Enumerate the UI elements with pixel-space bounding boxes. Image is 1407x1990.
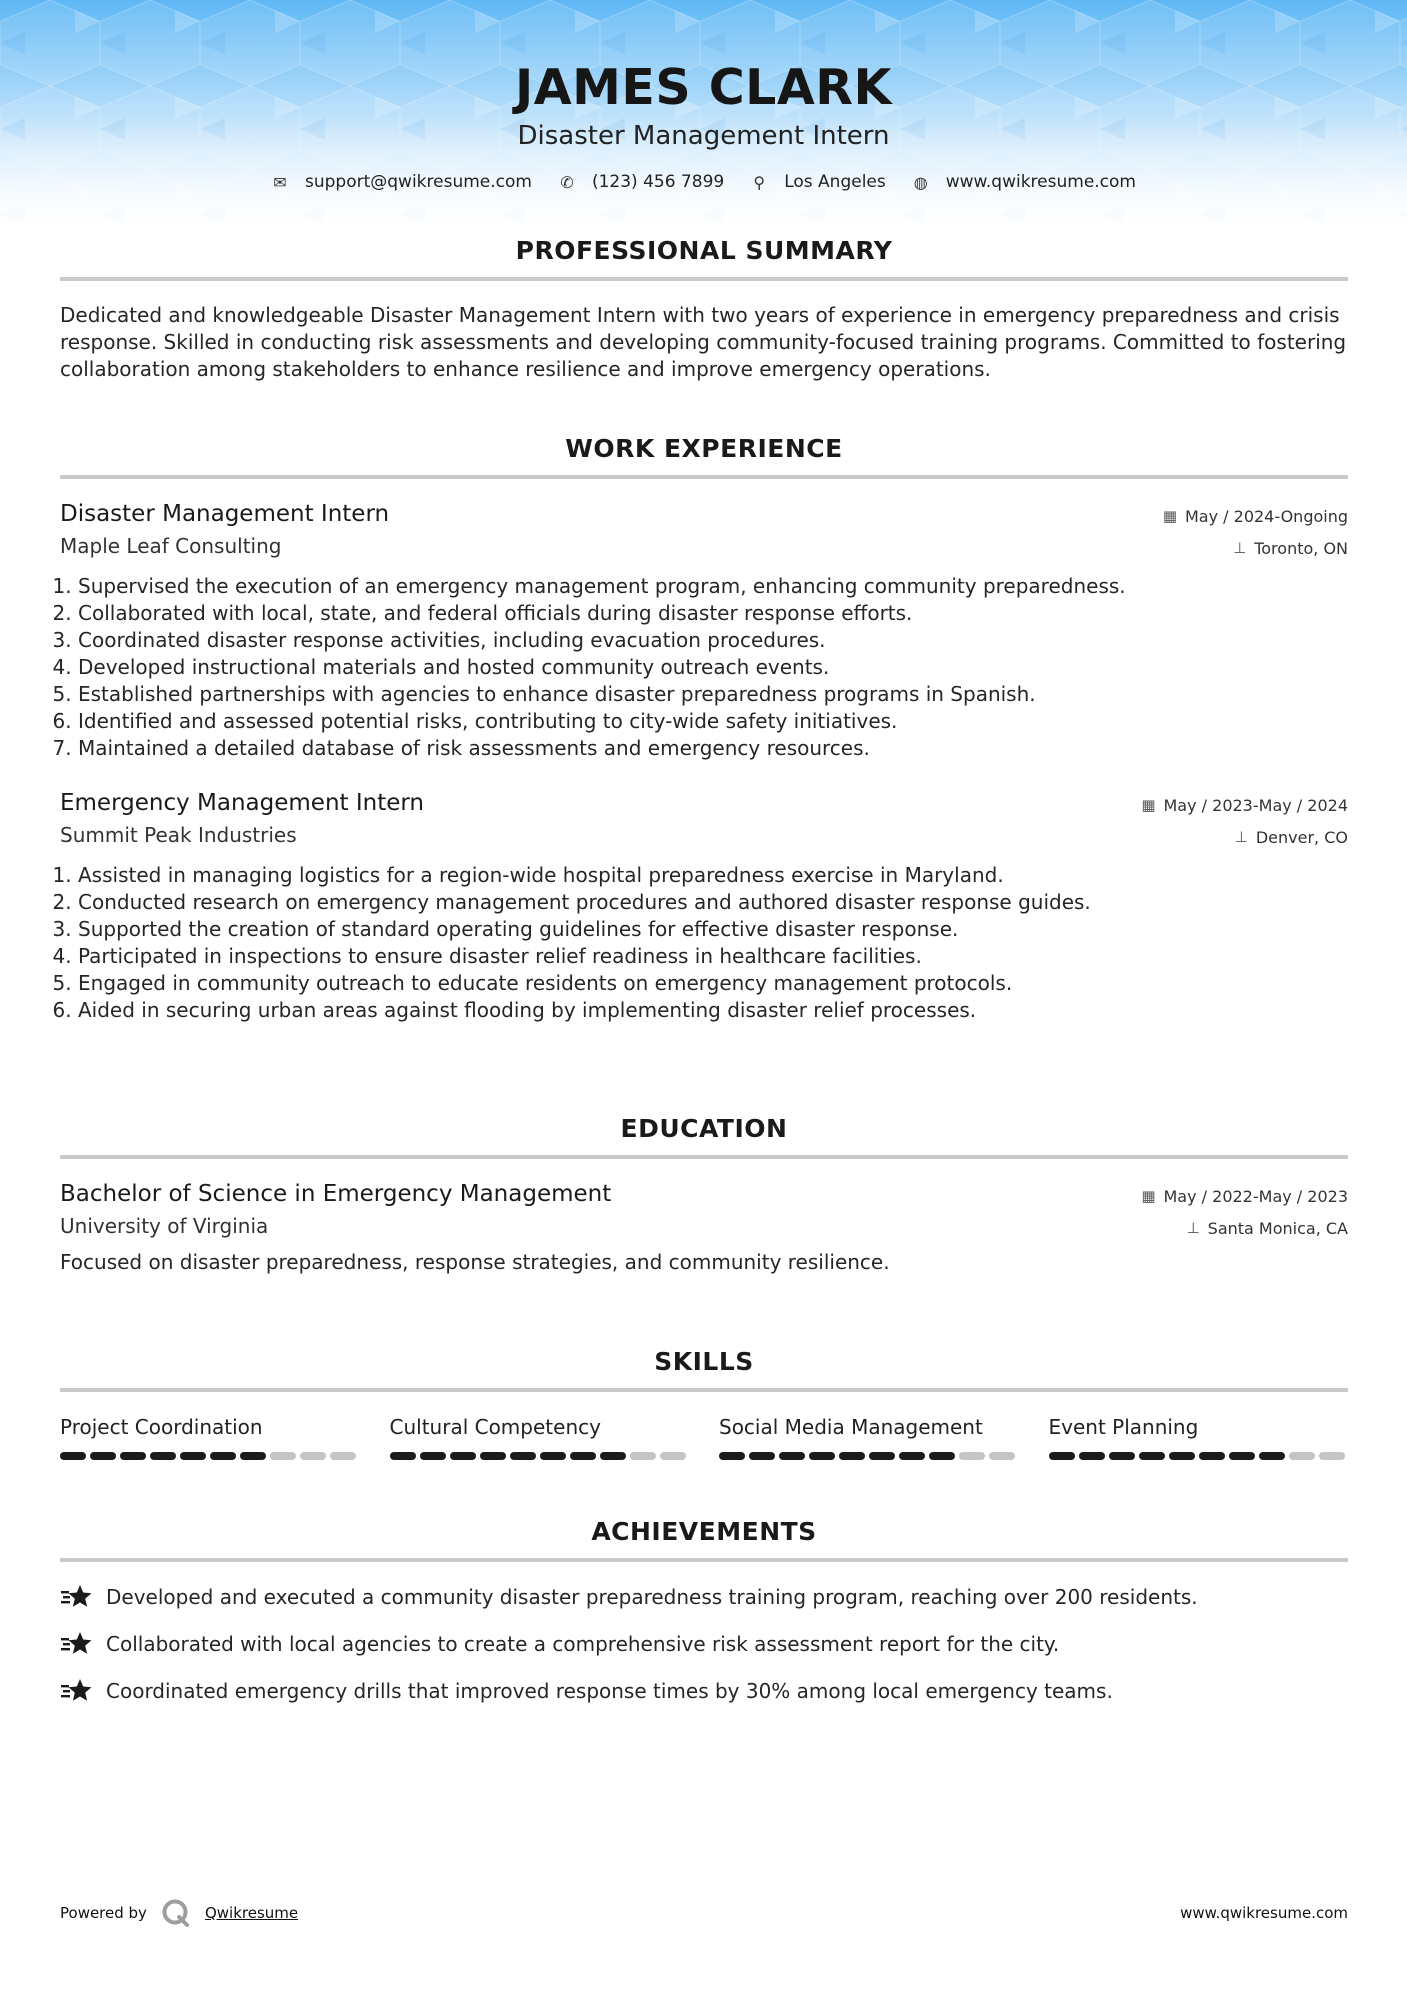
achievements-heading: ACHIEVEMENTS xyxy=(60,1517,1348,1562)
skill-segment-filled xyxy=(570,1452,596,1460)
skill-segment-filled xyxy=(1199,1452,1225,1460)
footer xyxy=(60,1898,1348,1928)
duty-item: 3. Coordinated disaster response activities, including evacuation procedures. xyxy=(78,627,1348,654)
job-dates xyxy=(1163,507,1348,526)
skill-segment-filled xyxy=(150,1452,176,1460)
job-entry xyxy=(60,499,1348,762)
achievements-section xyxy=(60,1517,1348,1723)
skill-segment-filled xyxy=(540,1452,566,1460)
skill-name: Social Media Management xyxy=(719,1415,983,1439)
skill-level-bar xyxy=(1049,1452,1349,1460)
skill-segment-filled xyxy=(510,1452,536,1460)
skill-segment-empty xyxy=(959,1452,985,1460)
skill-level-bar xyxy=(719,1452,1019,1460)
skill-segment-empty xyxy=(989,1452,1015,1460)
qwikresume-logo-icon xyxy=(161,1898,191,1928)
education-entry xyxy=(60,1179,1348,1277)
skill-segment-filled xyxy=(1169,1452,1195,1460)
contact-website[interactable] xyxy=(912,172,1136,192)
skill-segment-filled xyxy=(1259,1452,1285,1460)
contact-phone[interactable] xyxy=(558,172,724,192)
achievement-item xyxy=(60,1676,1348,1706)
skill-segment-filled xyxy=(899,1452,925,1460)
job-company: Maple Leaf Consulting xyxy=(60,534,282,558)
achievement-text: Developed and executed a community disaster preparedness training program, reaching over 200 residents. xyxy=(106,1584,1198,1609)
skill-segment-filled xyxy=(120,1452,146,1460)
pushpin-icon: ⊥ xyxy=(1234,828,1248,846)
skill-segment-filled xyxy=(869,1452,895,1460)
summary-heading: PROFESSIONAL SUMMARY xyxy=(60,236,1348,281)
duty-item: 5. Established partnerships with agencies to enhance disaster preparedness programs in Spanish. xyxy=(78,681,1348,708)
job-company: Summit Peak Industries xyxy=(60,823,297,847)
duty-item: 2. Collaborated with local, state, and federal officials during disaster response efforts. xyxy=(78,600,1348,627)
skill-name: Event Planning xyxy=(1048,1415,1199,1439)
job-entry xyxy=(60,788,1348,1024)
job-location xyxy=(1233,539,1348,558)
education-description: Focused on disaster preparedness, response strategies, and community resilience. xyxy=(60,1250,890,1274)
resume-header xyxy=(0,0,1407,192)
skill-segment-filled xyxy=(749,1452,775,1460)
job-dates-text: May / 2024-Ongoing xyxy=(1185,506,1348,526)
achievements-list xyxy=(60,1582,1348,1706)
website-text: www.qwikresume.com xyxy=(945,172,1136,192)
location-text: Los Angeles xyxy=(784,172,886,192)
job-duties xyxy=(60,573,1348,762)
job-duties xyxy=(60,862,1348,1024)
degree-title: Bachelor of Science in Emergency Management xyxy=(60,1181,612,1207)
summary-section xyxy=(60,236,1348,383)
powered-by-label: Powered by xyxy=(60,1904,147,1922)
phone-text: (123) 456 7899 xyxy=(591,172,725,192)
skill-segment-empty xyxy=(660,1452,686,1460)
pushpin-icon: ⊥ xyxy=(1186,1219,1200,1237)
achievement-item xyxy=(60,1629,1348,1659)
duty-item: 5. Engaged in community outreach to educate residents on emergency management protocols. xyxy=(78,970,1348,997)
skill-segment-filled xyxy=(90,1452,116,1460)
skill-segment-filled xyxy=(600,1452,626,1460)
skill-segment-filled xyxy=(450,1452,476,1460)
school-name: University of Virginia xyxy=(60,1214,269,1238)
skill-segment-filled xyxy=(420,1452,446,1460)
duty-item: 1. Supervised the execution of an emergency management program, enhancing community preparedness. xyxy=(78,573,1348,600)
job-dates-text: May / 2023-May / 2024 xyxy=(1163,795,1348,815)
star-icon xyxy=(60,1676,94,1706)
contact-row xyxy=(0,172,1407,192)
skill-segment-filled xyxy=(779,1452,805,1460)
skill-segment-filled xyxy=(1139,1452,1165,1460)
skill-segment-filled xyxy=(210,1452,236,1460)
duty-item: 3. Supported the creation of standard operating guidelines for effective disaster response. xyxy=(78,916,1348,943)
star-icon xyxy=(60,1582,94,1612)
job-location-text: Toronto, ON xyxy=(1254,538,1348,558)
skill-segment-filled xyxy=(480,1452,506,1460)
skills-section xyxy=(60,1347,1348,1460)
education-section xyxy=(60,1114,1348,1277)
skill-item xyxy=(1049,1414,1349,1460)
job-location-text: Denver, CO xyxy=(1255,827,1348,847)
skill-item xyxy=(60,1414,360,1460)
job-location xyxy=(1235,828,1348,847)
skill-segment-filled xyxy=(809,1452,835,1460)
skill-level-bar xyxy=(60,1452,360,1460)
skill-segment-filled xyxy=(390,1452,416,1460)
duty-item: 2. Conducted research on emergency management procedures and authored disaster response guides. xyxy=(78,889,1348,916)
skill-segment-filled xyxy=(60,1452,86,1460)
map-pin-icon: ⚲ xyxy=(753,172,766,192)
duty-item: 6. Identified and assessed potential risks, contributing to city-wide safety initiatives. xyxy=(78,708,1348,735)
skill-level-bar xyxy=(390,1452,690,1460)
contact-location xyxy=(750,172,886,192)
skill-segment-empty xyxy=(330,1452,356,1460)
calendar-icon: ▦ xyxy=(1141,1187,1156,1205)
calendar-icon: ▦ xyxy=(1162,507,1177,525)
skill-item xyxy=(390,1414,690,1460)
footer-website[interactable]: www.qwikresume.com xyxy=(1180,1904,1348,1922)
skills-heading: SKILLS xyxy=(60,1347,1348,1392)
achievement-text: Coordinated emergency drills that improved response times by 30% among local emergency teams. xyxy=(106,1678,1113,1703)
education-dates-text: May / 2022-May / 2023 xyxy=(1163,1186,1348,1206)
skill-segment-filled xyxy=(240,1452,266,1460)
skill-segment-filled xyxy=(719,1452,745,1460)
skill-segment-filled xyxy=(929,1452,955,1460)
skills-list xyxy=(60,1414,1348,1460)
experience-heading: WORK EXPERIENCE xyxy=(60,434,1348,479)
education-dates xyxy=(1141,1187,1348,1206)
skill-name: Project Coordination xyxy=(60,1415,263,1439)
candidate-title: Disaster Management Intern xyxy=(517,121,890,151)
duty-item: 4. Developed instructional materials and hosted community outreach events. xyxy=(78,654,1348,681)
candidate-name: JAMES CLARK xyxy=(514,59,893,116)
skill-segment-empty xyxy=(300,1452,326,1460)
duty-item: 4. Participated in inspections to ensure disaster relief readiness in healthcare facilities. xyxy=(78,943,1348,970)
contact-email[interactable] xyxy=(271,172,532,192)
skill-segment-empty xyxy=(1319,1452,1345,1460)
achievement-text: Collaborated with local agencies to create a comprehensive risk assessment report for the city. xyxy=(106,1631,1060,1656)
experience-section xyxy=(60,434,1348,1024)
skill-segment-empty xyxy=(630,1452,656,1460)
phone-icon: ✆ xyxy=(560,172,574,192)
skill-segment-filled xyxy=(1229,1452,1255,1460)
summary-text: Dedicated and knowledgeable Disaster Management Intern with two years of experience in emergency preparedness and crisis response. Skilled in conducting risk assessments and developing community-focused training programs. Committed to fostering collaboration among stakeholders to enhance resilience and improve emergency operations. xyxy=(60,303,1347,381)
calendar-icon: ▦ xyxy=(1141,796,1156,814)
skill-segment-empty xyxy=(1289,1452,1315,1460)
duty-item: 7. Maintained a detailed database of risk assessments and emergency resources. xyxy=(78,735,1348,762)
envelope-icon: ✉ xyxy=(273,172,287,192)
skill-segment-filled xyxy=(180,1452,206,1460)
skill-segment-filled xyxy=(1049,1452,1075,1460)
education-location xyxy=(1187,1219,1348,1238)
pushpin-icon: ⊥ xyxy=(1233,539,1247,557)
duty-item: 1. Assisted in managing logistics for a region-wide hospital preparedness exercise in Maryland. xyxy=(78,862,1348,889)
skill-segment-filled xyxy=(839,1452,865,1460)
education-heading: EDUCATION xyxy=(60,1114,1348,1159)
skill-segment-filled xyxy=(1109,1452,1135,1460)
job-title: Emergency Management Intern xyxy=(60,790,425,816)
education-location-text: Santa Monica, CA xyxy=(1207,1218,1348,1238)
email-text: support@qwikresume.com xyxy=(305,172,532,192)
skill-segment-empty xyxy=(270,1452,296,1460)
skill-item xyxy=(719,1414,1019,1460)
achievement-item xyxy=(60,1582,1348,1612)
duty-item: 6. Aided in securing urban areas against flooding by implementing disaster relief processes. xyxy=(78,997,1348,1024)
job-title: Disaster Management Intern xyxy=(60,501,390,527)
skill-segment-filled xyxy=(1079,1452,1105,1460)
globe-icon: ◍ xyxy=(913,172,928,192)
brand-link[interactable]: Qwikresume xyxy=(204,1904,299,1922)
skill-name: Cultural Competency xyxy=(389,1415,601,1439)
job-dates xyxy=(1141,796,1348,815)
star-icon xyxy=(60,1629,94,1659)
